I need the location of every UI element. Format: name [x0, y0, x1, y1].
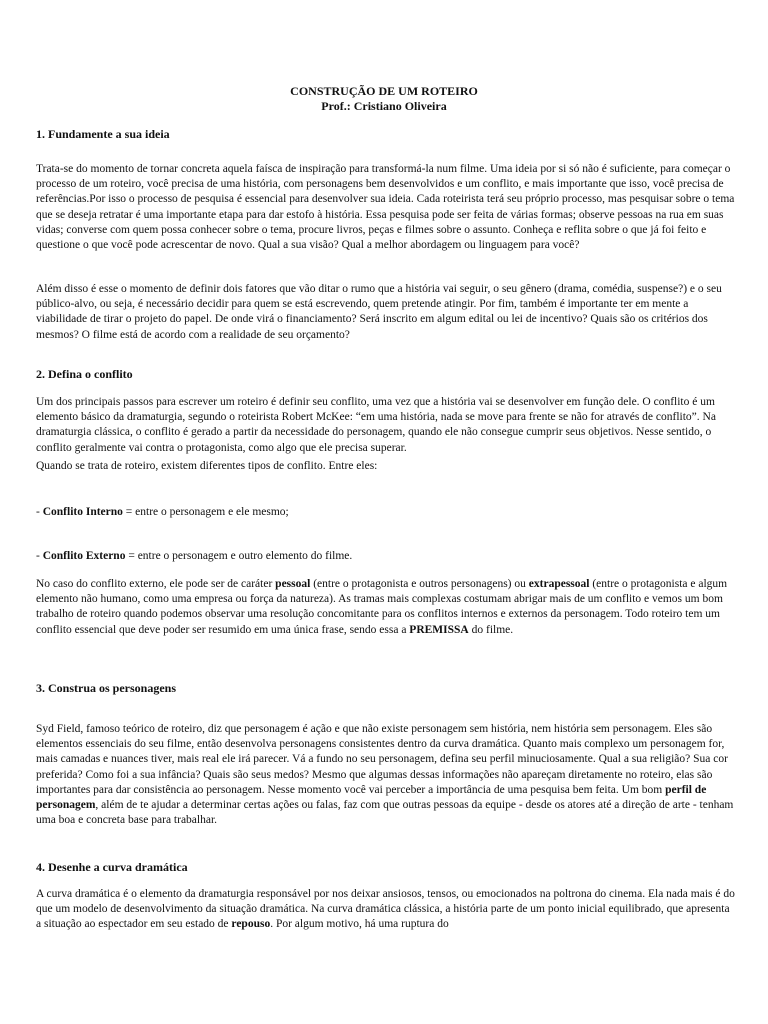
text-run: (entre o protagonista e algum elemento não humano, como uma empresa ou força da natureza). As tramas mais complexas costumam abrigar mais de um conflito e vemos um bom trabalho de roteiro quando podemos observar uma resolução concomitante para os conflitos internos e externos da personagem. Todo roteiro tem um conflito essencial que deve poder ser resumido em uma única frase, sendo essa a	[36, 578, 728, 636]
section-1-paragraph-2: Além disso é esse o momento de definir dois fatores que vão ditar o rumo que a história vai seguir, o seu gênero (drama, comédia, suspense?) e o seu público-alvo, ou seja, é necessário decidir para quem se está escrevendo, quem pretende atingir. Por fim, também é importante ter em mente a viabilidade de tirar o projeto do papel. De onde virá o financiamento? Será inscrito em algum edital ou lei de incentivo? Quais são os critérios dos mesmos? O filme está de acordo com a realidade de seu orçamento?	[36, 283, 722, 341]
item-description: = entre o personagem e outro elemento do filme.	[125, 550, 353, 562]
bold-term: repouso	[231, 918, 271, 931]
text-run: , além de te ajudar a determinar certas ações ou falas, faz com que outras pessoas da equipe - desde os atores até a direção de arte - tenham uma boa e concreta base para trabalhar.	[36, 799, 734, 827]
item-term: Conflito Externo	[42, 550, 126, 562]
section-2-paragraph-1: Um dos principais passos para escrever um roteiro é definir seu conflito, uma vez que a história vai se desenvolver em função dele. O conflito é um elemento básico da dramaturgia, segundo o roteirista Robert McKee: “em uma história, nada se move para frente se não for através de conflito”. Na dramaturgia clássica, o conflito é gerado a partir da necessidade do personagem, quando ele não consegue cumprir seus objetivos. Nesse sentido, o conflito geralmente vai contra o protagonista, como algo que ele precisa superar.	[36, 396, 716, 454]
document-title: CONSTRUÇÃO DE UM ROTEIRO	[290, 84, 478, 98]
text-run: A curva dramática é o elemento da dramaturgia responsável por nos deixar ansiosos, tensos, ou emocionados na poltrona do cinema. Ela nada mais é do que um modelo de desenvolvimento da situação dramática. Na curva dramática clássica, a história parte de um ponto inicial equilibrado, que apresenta a situação ao espectador em seu estado de	[36, 888, 735, 931]
item-prefix: -	[36, 550, 43, 562]
text-run: No caso do conflito externo, ele pode ser de caráter	[36, 578, 276, 590]
document-author: Prof.: Cristiano Oliveira	[321, 99, 447, 113]
section-2-closing-paragraph	[36, 577, 736, 638]
conflict-item-internal	[36, 505, 736, 520]
section-heading-4: 4. Desenhe a curva dramática	[36, 860, 188, 874]
item-description: = entre o personagem e ele mesmo;	[122, 506, 289, 518]
section-2-paragraph-2: Quando se trata de roteiro, existem diferentes tipos de conflito. Entre eles:	[36, 460, 378, 472]
section-heading-3: 3. Construa os personagens	[36, 681, 177, 695]
section-3-paragraph	[36, 722, 736, 828]
section-heading-2: 2. Defina o conflito	[36, 367, 133, 381]
text-run: (entre o protagonista e outros personagens) ou	[310, 578, 529, 590]
text-run: . Por algum motivo, há uma ruptura do	[270, 918, 449, 931]
bold-term: extrapessoal	[528, 578, 590, 590]
item-prefix: -	[36, 506, 43, 518]
bold-term: pessoal	[275, 578, 311, 590]
text-run: do filme.	[468, 623, 514, 636]
document-header	[0, 84, 768, 114]
text-run: Syd Field, famoso teórico de roteiro, diz que personagem é ação e que não existe personagem sem história, nem história sem personagem. Eles são elementos essenciais do seu filme, então desenvolva personagens consistentes dentro da curva dramática. Quanto mais complexo um personagem for, mais camadas e nuances tiver, mais real ele irá parecer. Vá a fundo no seu personagem, defina seu perfil minuciosamente. Qual a sua religião? Sua cor preferida? Como foi a sua infância? Quais são seus medos? Mesmo que algumas dessas informações não apareçam diretamente no roteiro, elas são importantes para dar consistência ao personagem. Nesse momento você vai perceber a importância de uma pesquisa bem feita. Um bom	[36, 723, 728, 796]
bold-term: PREMISSA	[409, 623, 469, 636]
section-4-paragraph	[36, 887, 736, 933]
conflict-item-external	[36, 549, 736, 564]
section-1-paragraph-1: Trata-se do momento de tornar concreta aquela faísca de inspiração para transformá-la num filme. Uma ideia por si só não é suficiente, para começar o processo de um roteiro, você precisa de uma história, com personagens bem desenvolvidos e um conflito, e mais importante que isso, você precisa de referências.Por isso o processo de pesquisa é essencial para desenvolver sua ideia. Cada roteirista terá seu próprio processo, mas pesquisar sobre o tema que se deseja retratar é uma importante etapa para dar estofo à história. Essa pesquisa pode ser feita de várias formas; observe pessoas na rua em suas vidas; converse com quem possa conhecer sobre o tema, procure livros, peças e filmes sobre o assunto. Conheça e reflita sobre o que já foi feito e questione o que você pode acrescentar de novo. Qual a sua visão? Qual a melhor abordagem ou linguagem para você?	[36, 163, 735, 252]
item-term: Conflito Interno	[42, 506, 123, 518]
section-heading-1: 1. Fundamente a sua ideia	[36, 127, 170, 141]
bold-term: perfil de personagem	[36, 783, 707, 812]
